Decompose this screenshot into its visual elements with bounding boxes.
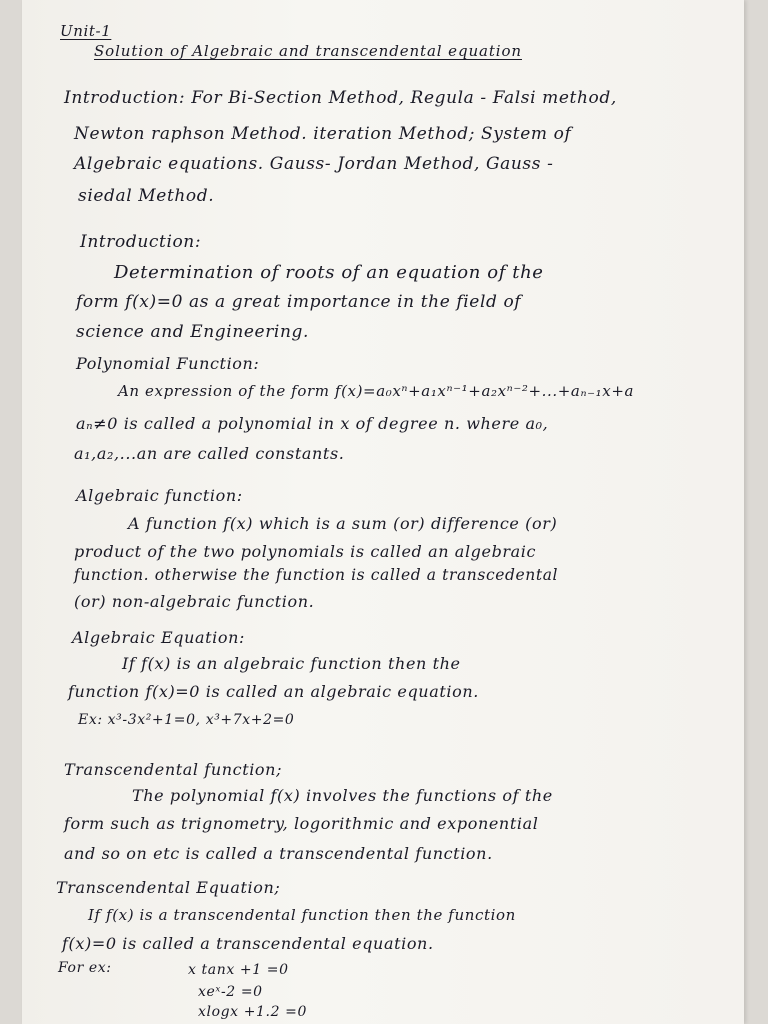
examples-label: For ex: (58, 960, 112, 976)
polynomial-text-line-1: An expression of the form f(x)=a₀xⁿ+a₁xⁿ⁻¹+a₂xⁿ⁻²+...+aₙ₋₁x+a (118, 382, 635, 400)
transcendental-equation-heading: Transcendental Equation; (56, 878, 281, 897)
algebraic-equation-line-1: If f(x) is an algebraic function then the (122, 654, 461, 673)
transcendental-function-line-1: The polynomial f(x) involves the functions of the (132, 786, 553, 805)
transcendental-equation-line-1: If f(x) is a transcendental function then the function (88, 906, 516, 924)
chapter-title: Solution of Algebraic and transcendental equation (94, 42, 522, 60)
example-equation-1: x tanx +1 =0 (188, 962, 289, 978)
intro-topics-line-3: Algebraic equations. Gauss- Jordan Method, Gauss - (74, 154, 554, 174)
algebraic-function-line-2: product of the two polynomials is called an algebraic (74, 542, 537, 561)
algebraic-equation-examples: Ex: x³-3x²+1=0, x³+7x+2=0 (78, 712, 295, 728)
intro-text-line-2: form f(x)=0 as a great importance in the field of (76, 292, 522, 312)
intro-topics-line-1: Introduction: For Bi-Section Method, Regula - Falsi method, (64, 88, 617, 108)
algebraic-function-line-4: (or) non-algebraic function. (74, 592, 315, 611)
intro-text-line-1: Determination of roots of an equation of the (114, 262, 544, 283)
polynomial-heading: Polynomial Function: (76, 354, 260, 373)
algebraic-function-heading: Algebraic function: (76, 486, 243, 505)
algebraic-function-line-3: function. otherwise the function is called a transcedental (74, 566, 559, 584)
algebraic-equation-heading: Algebraic Equation: (72, 628, 246, 647)
example-equation-2: xeˣ-2 =0 (198, 984, 263, 1000)
intro-text-line-3: science and Engineering. (76, 322, 309, 342)
polynomial-text-line-3: a₁,a₂,...an are called constants. (74, 444, 345, 463)
intro-topics-line-4: siedal Method. (78, 186, 215, 206)
algebraic-equation-line-2: function f(x)=0 is called an algebraic equation. (68, 682, 479, 701)
transcendental-function-line-2: form such as trignometry, logorithmic and exponential (64, 814, 539, 833)
notebook-page (22, 0, 744, 1024)
introduction-heading: Introduction: (80, 232, 202, 252)
algebraic-function-line-1: A function f(x) which is a sum (or) difference (or) (128, 514, 558, 533)
polynomial-text-line-2: aₙ≠0 is called a polynomial in x of degree n. where a₀, (76, 414, 549, 433)
intro-topics-line-2: Newton raphson Method. iteration Method; System of (74, 124, 572, 144)
example-equation-3: xlogx +1.2 =0 (198, 1004, 307, 1020)
transcendental-function-heading: Transcendental function; (64, 760, 283, 779)
transcendental-equation-line-2: f(x)=0 is called a transcendental equation. (62, 934, 434, 953)
transcendental-function-line-3: and so on etc is called a transcendental function. (64, 844, 493, 863)
unit-heading: Unit-1 (60, 22, 112, 40)
